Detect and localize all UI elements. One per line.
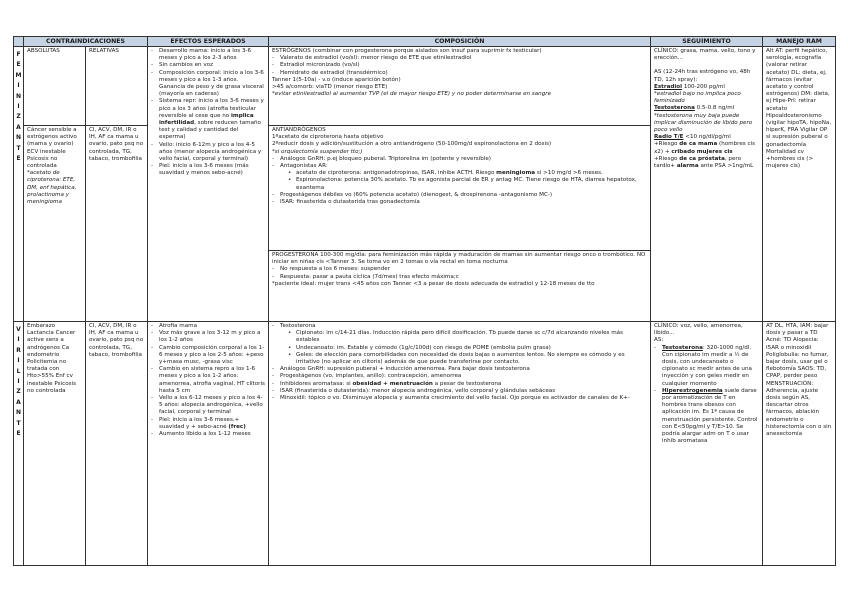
psa-text: ante PSA >1ng/mL bbox=[700, 163, 754, 170]
header-composition: COMPOSICIÓN bbox=[269, 37, 651, 47]
female-followup-cell bbox=[651, 47, 763, 322]
ratio-value: <10 ng/dl/pg/ml bbox=[685, 134, 731, 141]
male-followup-as: AS: bbox=[654, 337, 664, 344]
male-followup-hyper bbox=[662, 388, 759, 446]
female-management-cell: Alt AT: perfil hepático, serología, ecografía (valorar retirar acetato) DL: dieta, ej, fármacos (evitar acetato y control estrógenos) DM: dieta, ej Hipe-PrI: retirar acetato Hipoaldosteronismo (vigilar hipoTA, hipoNa, hiperK, FRA Vigilar OP si supresión puberal o gonadectomía Mortalidad cv +hombres cis (> mujeres cis) bbox=[763, 47, 836, 322]
male-effect bbox=[159, 417, 265, 431]
female-effect-text: , sobre reducen tamaño test y calidad y cantidad del esperma) bbox=[159, 120, 261, 141]
meningioma-bold: meningioma bbox=[496, 170, 536, 177]
male-followup-clinical: CLÍNICO: voz, vello, amenorrea, libido... bbox=[654, 323, 743, 337]
side-letter: A bbox=[16, 398, 21, 406]
testosterone-sub: • Undecanoato: im. Estable y cómodo (1g/c/100d) con riesgo de POME (embolia pulm grasa) bbox=[296, 345, 647, 352]
antiandrogen-item: - I5AR: finasterida o dutasterida tras gonadectomía bbox=[280, 199, 647, 206]
male-effect-text: Piel: inicio a los 3-6 meses,+ suavidad y + sebo-acné bbox=[159, 416, 240, 430]
side-letter: I bbox=[17, 103, 20, 111]
estradiol-note: *estradiol bajo no implica poco feminizado bbox=[654, 91, 741, 105]
antiandrogens-note: *si orquiectomía suspender tto;) bbox=[272, 148, 363, 155]
cipro-text: acetato de ciproterona: antigonadotropinas, ISAR, inhibe ACTH. Riesgo bbox=[296, 170, 495, 177]
male-effect: - Voz más grave a los 3-12 m y pico a los 1-2 años bbox=[159, 330, 265, 344]
side-letter: F bbox=[16, 51, 21, 58]
male-composition-cell bbox=[269, 322, 651, 566]
female-followup-as: AS (12-24h tras estrógeno vo, 48h TD, 12h spray): bbox=[654, 69, 751, 83]
female-testosterone bbox=[654, 105, 759, 112]
male-effects-cell bbox=[148, 322, 269, 566]
estradiol-value: 100-200 pg/ml bbox=[683, 83, 725, 90]
header-contraindications: CONTRAINDICACIONES bbox=[24, 37, 148, 47]
testosterone-label: Testosterona bbox=[654, 105, 695, 112]
female-effect: - Composición corporal: inicio a los 3-6 meses y pico a los 1-3 años. Ganancia de peso y de grasa visceral (mayoría en caderas) bbox=[159, 70, 265, 99]
male-composition-item bbox=[280, 381, 647, 388]
female-absolute-text: Cáncer sensible a estrógenos activo (mama y ovario) ECV inestable Psicosis no controlada bbox=[27, 127, 77, 170]
male-effect: - Vello a los 6-12 meses y pico a los 4-5 años: alopecia androgénica, +vello facial, corporal y terminal bbox=[159, 395, 265, 417]
female-effect-bold: implica infertilidad bbox=[159, 112, 254, 127]
estrogen-item: - Valerato de estradiol (vo/sl): menor riesgo de ETE que etinilestradiol bbox=[280, 55, 647, 62]
estrogens-note: *evitar etinilestradiol al aumentar TVP (el de mayor riesgo ETE) y no poder determinarse en sangre bbox=[272, 91, 552, 98]
inhib-text: Inhibidores aromatasa: si bbox=[280, 380, 351, 387]
female-estrogens-cell bbox=[269, 47, 651, 126]
feminizing-row bbox=[14, 47, 836, 126]
testosterone-sub: • Geles: de elección para comorbilidades con necesidad de dosis bajas o aumentos lentos. No siempre es cómodo y es irritativo (no aplicar en clítoris) además de que puede transferirse por contacto. bbox=[296, 352, 647, 366]
side-letter: T bbox=[16, 419, 21, 427]
female-absolute-header: ABSOLUTAS bbox=[24, 47, 86, 126]
estrogens-older: >45 a/comorb: viaTD (menor riesgo ETE) bbox=[272, 84, 388, 91]
female-absolute-note: *acetato de ciproterona: ETE, DM, enf hepática, prolactinoma y meningioma bbox=[27, 170, 77, 206]
estrogens-tanner: Tanner 1(5-10a) - v.o (induce aparición botón) bbox=[272, 76, 401, 83]
side-letter: T bbox=[16, 144, 21, 152]
female-relative-header: RELATIVAS bbox=[86, 47, 148, 126]
female-followup-clinical: CLÍNICO: grasa, mama, vello, tono y erección... bbox=[654, 48, 756, 62]
header-blank bbox=[14, 37, 24, 47]
testosterone-sub: • Cipionato: im c/14-21 días. Inducción rápida pero difícil dosificación. Tb puede darse sc c/7d alcanzando niveles más estables bbox=[296, 330, 647, 344]
female-antiandrogens-cell bbox=[269, 126, 651, 251]
header-management: MANEJO RAM bbox=[763, 37, 836, 47]
male-composition-item: - Análogos GnRH: supresión puberal + inducción amenorrea. Para bajar dosis testosterona bbox=[280, 366, 647, 373]
mujeres-cis-bold: mujeres cis bbox=[696, 148, 733, 155]
breast-cancer-risk bbox=[654, 141, 759, 155]
espiro-item: • Espironolactona: potencia 30% acetato. Tb es agonista parcial de ER y antag MC. Tiene riesgo de HTA, diarrea hepatotox, exantema bbox=[296, 177, 647, 191]
estradiol-label: Estradiol bbox=[654, 83, 683, 90]
side-letter: I bbox=[17, 336, 20, 344]
risk-text: +Riesgo bbox=[654, 155, 678, 162]
side-letter: A bbox=[16, 123, 21, 131]
hyperestrogenemia-label: Hiperestrogenemia bbox=[662, 387, 723, 394]
virilizing-row bbox=[14, 322, 836, 566]
risk-bold: de ca próstata bbox=[679, 155, 725, 162]
side-letter: E bbox=[16, 61, 21, 69]
side-letter: N bbox=[15, 92, 22, 100]
testosterone-value: 0.5-0.8 ng/ml bbox=[696, 105, 735, 112]
male-effect: - Aumento libido a los 1-12 meses bbox=[159, 431, 265, 438]
risk-bold: de ca mama bbox=[679, 141, 718, 148]
header-effects: EFECTOS ESPERADOS bbox=[148, 37, 269, 47]
prostate-cancer-risk bbox=[654, 156, 759, 170]
feminizing-side-label bbox=[14, 47, 24, 322]
female-effect-text: Sistema repr: inicio a los 3-6 meses y pico a los 3 años (atrofia testicular reversible al cese que no bbox=[159, 98, 264, 119]
ratio-label: Radio T/E bbox=[654, 134, 684, 141]
side-letter: I bbox=[17, 82, 20, 90]
side-letter: I bbox=[17, 357, 20, 365]
header-followup: SEGUIMIENTO bbox=[651, 37, 763, 47]
male-absolute-cell: Embarazo Lactancia Cancer active sens a andrógenos Ca endometrio Policitemia no tratada con Hto>55% Enf cv inestable Psicosis no controlada bbox=[24, 322, 86, 566]
estrogen-item: - Estradiol micronizado (vo/sl) bbox=[280, 62, 647, 69]
estrogens-title: ESTRÓGENOS (combinar con progesterona porque aislados son insuf para suprimir fx testicular) bbox=[272, 48, 542, 54]
antiandrogen-item: - Progestágenos débiles vo (60% potencia acetato) (dienogest, & drospirenona -antagonismo MC-) bbox=[280, 192, 647, 199]
male-effect: - Cambio composición corporal a los 1-6 meses y pico a los 2-5 años: +peso y+masa musc, -grasa visc bbox=[159, 345, 265, 367]
cribado-bold: cribado bbox=[671, 148, 695, 155]
male-testosterone-text: : 320-1000 ng/dl. Con cipionato im medir a ½ de dosis, con undecanoato o cipionato sc medir antes de una inyección y con geles medir en cualquier momento bbox=[662, 344, 752, 387]
testosterone-heading: - Testosterona bbox=[280, 323, 647, 330]
side-letter: N bbox=[15, 134, 22, 142]
side-letter: N bbox=[15, 409, 22, 417]
testosterone-note: *testosterona muy baja puede implicar disminución de libido pero poco vello bbox=[654, 112, 753, 134]
female-absolute-cell bbox=[24, 126, 86, 322]
antiandrogens-title: ANTIANDRÓGENOS bbox=[272, 127, 326, 133]
inhib-text: a pesar de testosterona bbox=[434, 380, 502, 387]
progesterone-note: *paciente ideal: mujer trans <45 años con Tanner <3 a pesar de dosis adecuada de estradiol y 12-18 meses de tto bbox=[272, 280, 595, 287]
male-effect-bold: (frec) bbox=[228, 423, 246, 430]
progesterone-item: - Respuesta: pasar a pauta cíclica (7d/mes) tras efecto máxima;c bbox=[280, 274, 647, 281]
female-progesterone-cell bbox=[269, 251, 651, 322]
male-composition-item: - I5AR (finasterida o dutasterida): menor alopecia androgénica, vello corporal y glándulas sebáceas bbox=[280, 388, 647, 395]
risk-text: , pero tardío+ bbox=[654, 155, 742, 170]
male-followup-cell bbox=[651, 322, 763, 566]
risk-text: +Riesgo bbox=[654, 141, 678, 148]
side-letter: R bbox=[16, 346, 21, 354]
side-letter: E bbox=[16, 155, 21, 163]
side-letter: E bbox=[16, 430, 21, 438]
male-composition-item: - Progestágenos (vo, implantes, anillo): contracepción, amenorrea bbox=[280, 373, 647, 380]
male-relative-cell: CI, ACV, DM, IR o IH, AF ca mama u ovario, pato psq no controlada, TG, tabaco, trombofilia bbox=[86, 322, 148, 566]
female-ratio bbox=[654, 134, 759, 141]
hyperestrogenemia-text: suele darse por aromatización de T en hombres trans obesos con aplicación im. Es 1ª causa de menstruación persistente. Control con E<50pg/ml y T/E>10. Se podría alargar adm on T o usar inhib aromatasa bbox=[662, 387, 758, 445]
male-effect: - Atrofia mama bbox=[159, 323, 265, 330]
antiandrogen-item: - Análogos GnRH: p.ej bloqueo puberal. Triptorelina im (potente y reversible) bbox=[280, 156, 647, 163]
side-letter: Z bbox=[16, 388, 21, 396]
male-testosterone-label: Testosterona bbox=[662, 344, 703, 351]
female-effects-cell bbox=[148, 47, 269, 322]
cipro-item bbox=[296, 170, 647, 177]
virilizing-side-label bbox=[14, 322, 24, 566]
risk-text: (hombres cis x2) + bbox=[654, 141, 756, 155]
female-effect: - Sin cambios en voz bbox=[159, 62, 265, 69]
male-management-cell: AT DL, HTA, IAM: bajar dosis y pasar a TD Acné: TD Alopecia: I5AR o minoxidil Poliglobulia: no fumar, bajar dosis, usar gel o flebotomía SAOS: TD, CPAP, perder peso MENSTRUACIÓN: Adherencia, ajuste dosis según AS, descartar otros fármacos, ablación endometrio o histerectomía con o sin anexectomía bbox=[763, 322, 836, 566]
cipro-text: si >10 mg/d >6 meses. bbox=[536, 170, 603, 177]
side-letter: I bbox=[17, 378, 20, 386]
progesterone-title: PROGESTERONA 100-300 mg/día: para feminización más rápida y maduración de mamas sin aumentar riesgo onco o trombótico. NO iniciar en niñas cis <Tanner 3. Se toma vo en 2 tomas o vía rectal en toma nocturna bbox=[272, 252, 646, 266]
female-effect: - Piel: inicio a los 3-6 meses (más suavidad y menos sebo-acné) bbox=[159, 163, 265, 177]
side-letter: L bbox=[16, 367, 21, 375]
male-effect: - Cambio en sistema repro a los 1-6 meses y pico a los 1-2 años: amenorrea, atrofia vaginal, HT clítoris hasta 5 cm bbox=[159, 366, 265, 395]
side-letter: M bbox=[15, 71, 22, 79]
side-letter: V bbox=[16, 326, 21, 333]
antiandrogen-item: - Antagonistas AR: bbox=[280, 163, 647, 170]
female-estradiol bbox=[654, 84, 759, 91]
alarma-bold: alarma bbox=[676, 163, 699, 170]
female-effect bbox=[159, 98, 265, 141]
antiandrogens-first: 1ºacetato de ciproterona hasta objetivo bbox=[272, 134, 384, 141]
inhib-bold: obesidad + menstruación bbox=[352, 380, 433, 387]
header-row bbox=[14, 37, 836, 47]
progesterone-item: - No respuesta a los 6 meses: suspender bbox=[280, 266, 647, 273]
female-effect: - Desarrollo mama: inicio a los 3-6 meses y pico a los 2-3 años bbox=[159, 48, 265, 62]
hormone-therapy-table-page bbox=[13, 36, 835, 566]
male-followup-testo bbox=[662, 345, 759, 388]
antiandrogens-second: 2ºreducir dosis y adición/sustitución a otro antiandrógeno (50-100mg/d espironolactona en 2 dosis) bbox=[272, 141, 552, 148]
female-relative-cell: CI, ACV, DM, IR o IH, AF ca mama u ovario, pato psq no controlada, TG, tabaco, trombofilia bbox=[86, 126, 148, 322]
hormone-therapy-table bbox=[13, 36, 836, 566]
female-effect: - Vello: inicio 6-12m y pico a los 4-5 años (menor alopecia androgénica y vello facial, corporal y terminal) bbox=[159, 142, 265, 164]
side-letter: Z bbox=[16, 113, 21, 121]
estrogen-item: - Hemidrato de estradiol (transdérmico) bbox=[280, 70, 647, 77]
male-composition-item: - Minoxidil: tópico o vo. Disminuye alopecia y aumenta crecimiento del vello facial. Ojo porque es activador de canales de K+- bbox=[280, 395, 647, 402]
